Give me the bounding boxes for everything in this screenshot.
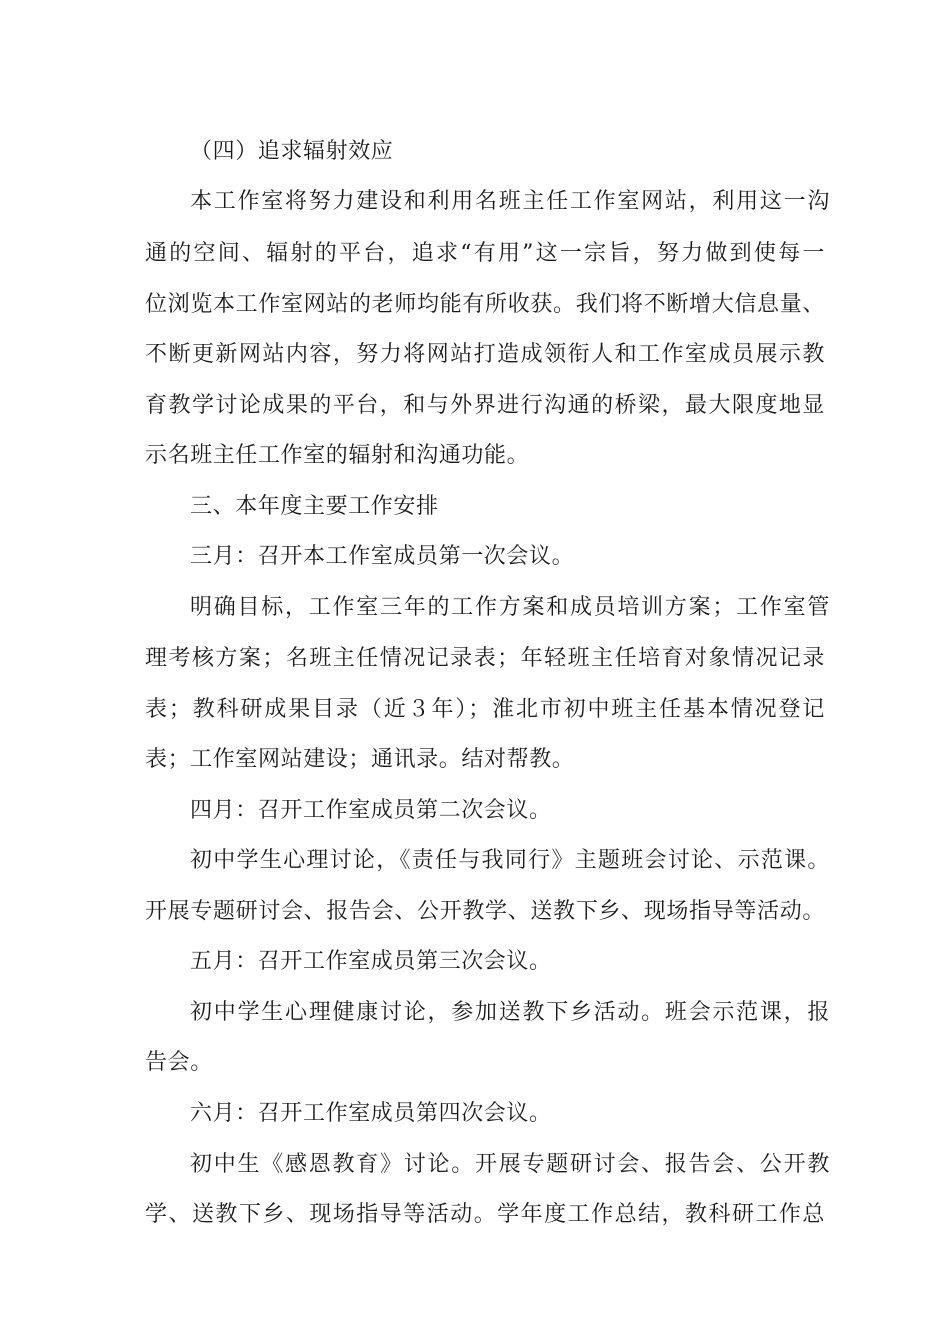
text-line: 育教学讨论成果的平台，和与外界进行沟通的桥梁，最大限度地显 [145,393,825,418]
month-heading-may: 五月：召开工作室成员第三次会议。 [190,949,552,974]
text-line: 表；教科研成果目录（近３年）；淮北市初中班主任基本情况登记 [145,697,825,722]
text-line: 初中学生心理讨论，《责任与我同行》主题班会讨论、示范课。 [190,848,830,873]
text-line: 告会。 [145,1050,213,1075]
text-line: 通的空间、辐射的平台，追求“有用”这一宗旨，努力做到使每一 [145,241,825,266]
text-line: 学、送教下乡、现场指导等活动。学年度工作总结，教科研工作总 [145,1202,825,1227]
text-line: 初中学生心理健康讨论，参加送教下乡活动。班会示范课，报 [190,1000,830,1025]
text-line: 明确目标，工作室三年的工作方案和成员培训方案；工作室管 [190,595,830,620]
month-heading-june: 六月：召开工作室成员第四次会议。 [190,1101,552,1126]
section-heading-3: 三、本年度主要工作安排 [190,494,439,519]
month-heading-march: 三月：召开本工作室成员第一次会议。 [190,544,575,569]
text-line: 初中生《感恩教育》讨论。开展专题研讨会、报告会、公开教 [190,1152,830,1177]
text-line: 开展专题研讨会、报告会、公开教学、送教下乡、现场指导等活动。 [145,899,825,924]
text-line: 位浏览本工作室网站的老师均能有所收获。我们将不断增大信息量、 [145,292,825,317]
month-heading-april: 四月：召开工作室成员第二次会议。 [190,798,552,823]
text-line: 不断更新网站内容，努力将网站打造成领衔人和工作室成员展示教 [145,342,825,367]
section-heading-4: （四）追求辐射效应 [190,139,394,164]
text-line: 示名班主任工作室的辐射和沟通功能。 [145,443,530,468]
text-line: 本工作室将努力建设和利用名班主任工作室网站，利用这一沟 [190,189,830,214]
text-line: 表；工作室网站建设；通讯录。结对帮教。 [145,747,575,772]
text-line: 理考核方案；名班主任情况记录表；年轻班主任培育对象情况记录 [145,646,825,671]
